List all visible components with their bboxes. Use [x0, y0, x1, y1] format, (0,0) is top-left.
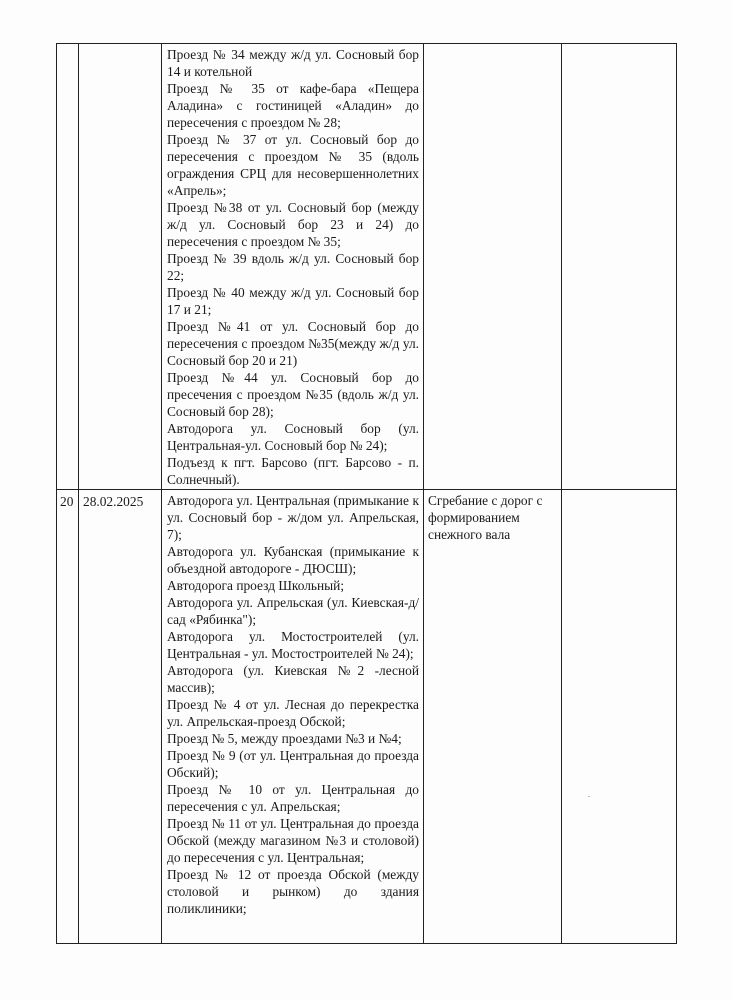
road-entry: Проезд № 4 от ул. Лесная до перекрестка ул. Апрельская-проезд Обской;: [167, 697, 419, 729]
road-entry: Автодорога ул. Апрельская (ул. Киевская-д/сад «Рябинка");: [167, 595, 419, 627]
road-entry: Проезд № 11 от ул. Центральная до проезда Обской (между магазином №3 и столовой) до пересечения с ул. Центральная;: [167, 816, 419, 865]
road-entry: Проезд № 5, между проездами №3 и №4;: [167, 731, 402, 746]
schedule-table: [56, 43, 677, 944]
road-entry: Автодорога ул. Кубанская (примыкание к объездной автодороге - ДЮСШ);: [167, 544, 419, 576]
road-entry: Проезд №41 от ул. Сосновый бор до пересечения с проездом №35(между ж/д ул. Сосновый бор 20 и 21): [167, 319, 419, 368]
note-cell: [562, 44, 677, 490]
road-entry: Проезд № 34 между ж/д ул. Сосновый бор 14 и котельной: [167, 47, 419, 79]
table-row: [57, 44, 677, 490]
work-type-cell: Сгребание с дорог с формированием снежного вала: [424, 490, 562, 944]
road-entry: Проезд № 10 от ул. Центральная до пересечения с ул. Апрельская;: [167, 782, 419, 814]
row-number-cell: [57, 44, 79, 490]
road-entry: Проезд № 40 между ж/д ул. Сосновый бор 17 и 21;: [167, 285, 419, 317]
road-entry: Проезд № 12 от проезда Обской (между столовой и рынком) до здания поликлиники;: [167, 867, 419, 916]
road-entry: Проезд № 9 (от ул. Центральная до проезда Обский);: [167, 748, 419, 780]
road-entry: Проезд № 35 от кафе-бара «Пещера Аладина» с гостиницей «Аладин» до пересечения с проездом № 28;: [167, 81, 419, 130]
road-entry: Проезд №44 ул. Сосновый бор до пресечения с проездом №35 (вдоль ж/д ул. Сосновый бор 28);: [167, 370, 419, 419]
table-row: [57, 490, 677, 944]
note-cell: [562, 490, 677, 944]
road-entry: Проезд № 37 от ул. Сосновый бор до пересечения с проездом № 35 (вдоль ограждения СРЦ для несовершеннолетних «Апрель»;: [167, 132, 419, 198]
road-entry: Автодорога ул. Мостостроителей (ул. Центральная - ул. Мостостроителей № 24);: [167, 629, 419, 661]
road-entry: Автодорога (ул. Киевская №2 -лесной массив);: [167, 663, 419, 695]
row-number-cell: 20: [57, 490, 79, 944]
road-entry: Проезд № 39 вдоль ж/д ул. Сосновый бор 22;: [167, 251, 419, 283]
road-list-cell: [162, 490, 424, 944]
date-cell: [79, 44, 162, 490]
road-entry: Подъезд к пгт. Барсово (пгт. Барсово - п. Солнечный).: [167, 455, 419, 487]
road-list-cell: [162, 44, 424, 490]
road-entry: Проезд №38 от ул. Сосновый бор (между ж/д ул. Сосновый бор 23 и 24) до пересечения с проездом № 35;: [167, 200, 419, 249]
road-entry: Автодорога ул. Центральная (примыкание к ул. Сосновый бор - ж/дом ул. Апрельская, 7);: [167, 493, 419, 542]
work-type-cell: [424, 44, 562, 490]
scan-speck: [588, 796, 590, 797]
date-cell: 28.02.2025: [79, 490, 162, 944]
road-entry: Автодорога проезд Школьный;: [167, 578, 345, 593]
road-entry: Автодорога ул. Сосновый бор (ул. Центральная-ул. Сосновый бор № 24);: [167, 421, 419, 453]
